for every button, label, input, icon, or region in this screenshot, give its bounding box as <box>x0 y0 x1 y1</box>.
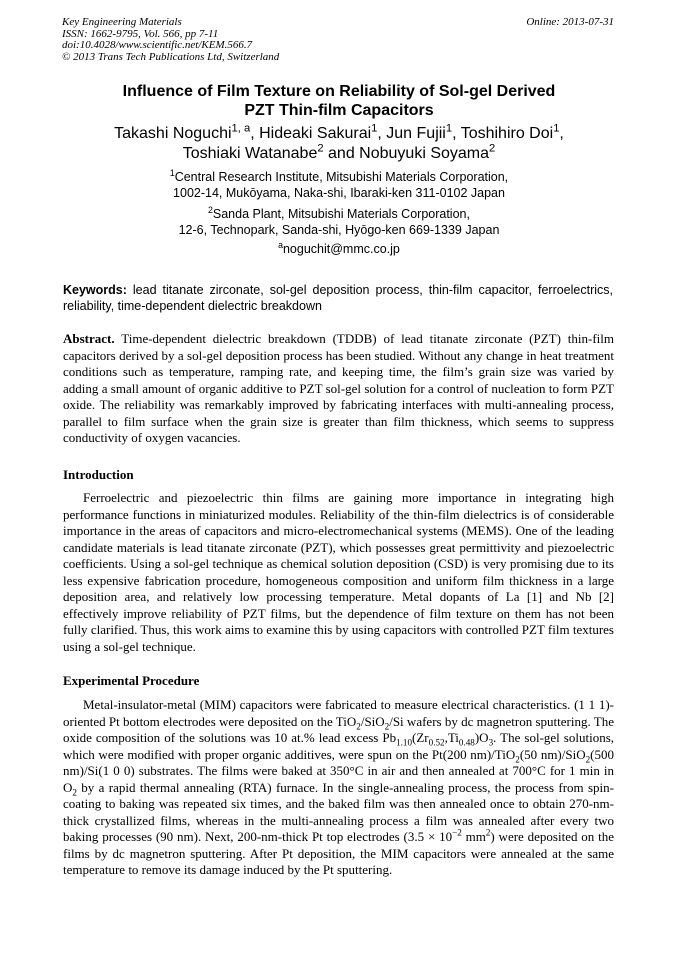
author-sup: 1, a <box>231 122 251 135</box>
affiliation-sup: 2 <box>208 204 213 215</box>
author-name: Toshihiro Doi <box>460 125 554 142</box>
separator: , <box>377 125 387 142</box>
text-run: by a rapid thermal annealing (RTA) furnace. In the single-annealing process, the process from spin-coating to baking was repeated six times, and the baked film was then annealed once to obtain 270-nm-thick crystallized films, whereas in the multi-annealing process a film was annealed after every two baking processes (90 nm). Next, 200-nm-thick Pt top electrodes (3.5 × 10 <box>63 779 614 844</box>
author-sup: 1 <box>371 122 378 135</box>
journal-header <box>62 17 279 63</box>
introduction-heading: Introduction <box>63 467 134 482</box>
affiliation-text: Central Research Institute, Mitsubishi Materials Corporation, <box>174 170 509 184</box>
title-line-1: Influence of Film Texture on Reliability of Sol-gel Derived <box>122 83 556 100</box>
subscript: 3 <box>488 737 494 748</box>
affiliation-address: 12-6, Technopark, Sanda-shi, Hyōgo-ken 669-1339 Japan <box>178 223 500 237</box>
subscript: 2 <box>72 787 77 798</box>
author-name: Toshiaki Watanabe <box>182 145 318 162</box>
copyright: © 2013 Trans Tech Publications Ltd, Switzerland <box>62 50 280 63</box>
affiliation-text: Sanda Plant, Mitsubishi Materials Corporation, <box>212 207 470 221</box>
author-sup: 2 <box>489 142 496 155</box>
separator: , <box>250 125 260 142</box>
corresponding-email <box>0 241 678 257</box>
subscript: 2 <box>585 754 591 765</box>
affiliation-line <box>0 206 678 222</box>
experimental-paragraph <box>63 697 614 879</box>
text-run: mm <box>461 829 486 844</box>
title-line-2: PZT Thin-film Capacitors <box>244 102 434 119</box>
email-sup: a <box>278 239 283 250</box>
author-name: Takashi Noguchi <box>114 125 232 142</box>
author-line-1: Takashi Noguchi$^{1, a}$, Hideaki Sakurai$^1$, Jun Fujii$^1$, Toshihiro Doi$^1$, <box>114 122 564 142</box>
paper-title <box>0 82 678 120</box>
abstract <box>63 331 614 447</box>
abstract-label: Abstract. <box>63 331 115 346</box>
author-list <box>0 124 678 164</box>
author-sup: 2 <box>317 142 324 155</box>
keywords <box>63 283 613 314</box>
affiliation-line <box>0 169 678 185</box>
keywords-text: lead titanate zirconate, sol-gel deposition process, thin-film capacitor, ferroelectrics, reliability, time-dependent dielectric breakdown <box>63 283 613 313</box>
abstract-text: Time-dependent dielectric breakdown (TDDB) of lead titanate zirconate (PZT) thin-film capacitors derived by a sol-gel deposition process has been studied. Without any change in heat treatment conditions such as temperature, ramping rate, and keeping time, the film’s grain size was varied by adding a small amount of organic additive to PZT sol-gel solution for a control of nucleation to form PZT oxide. The reliability was remarkably improved by fabricating interfaces with multi-annealing process, parallel to film surface when the grain size is greater than film thickness, which seems to suppress conductivity of oxygen vacancies. <box>63 331 614 445</box>
affiliation-sup: 1 <box>169 167 175 178</box>
text-run: . The sol-gel solutions, which were modified with proper organic additives, were spun on the Pt(200 nm)/TiO <box>63 730 615 762</box>
text-run: ) were deposited on the films by dc magnetron sputtering. After Pt deposition, the MIM capacitors were annealed at the same temperature to remove its damage induced by the Pt sputtering. <box>63 829 614 877</box>
text-run: (Zr <box>412 730 429 745</box>
keywords-label: Keywords: <box>63 283 127 297</box>
online-date: Online: 2013-07-31 <box>526 16 614 28</box>
doi: doi:10.4028/www.scientific.net/KEM.566.7 <box>62 39 253 51</box>
subscript: 2 <box>356 721 361 732</box>
superscript: 2 <box>485 827 491 838</box>
subscript: 2 <box>384 721 390 732</box>
author-sup: 1 <box>553 122 560 135</box>
text-run: /Si wafers by dc magnetron sputtering. The oxide composition of the solutions was 10 at.% lead excess Pb <box>63 713 614 745</box>
affiliation-1 <box>0 169 678 201</box>
subscript: 0.48 <box>458 737 475 748</box>
author-line-2 <box>0 144 678 164</box>
author-name: Nobuyuki Soyama <box>359 145 490 162</box>
superscript: −2 <box>452 827 462 838</box>
text-run: )O <box>474 730 489 745</box>
author-name: Hideaki Sakurai <box>259 125 372 142</box>
subscript: 0.52 <box>428 737 445 748</box>
author-sup: 1 <box>445 122 453 135</box>
author-name: Jun Fujii <box>386 125 446 142</box>
text-run: (500 nm)/Si(1 0 0) substrates. The films were baked at 350°C in air and then annealed at 700°C for 1 min in O <box>63 746 614 795</box>
subscript: 1.10 <box>396 737 413 748</box>
experimental-heading: Experimental Procedure <box>63 673 200 688</box>
text-run: Metal-insulator-metal (MIM) capacitors were fabricated to measure electrical characteristics. (1 1 1)-oriented Pt bottom electrodes were deposited on the TiO <box>63 697 614 729</box>
subscript: 2 <box>515 754 520 765</box>
affiliation-2 <box>0 206 678 238</box>
text-run: (50 nm)/SiO <box>519 746 586 762</box>
introduction-paragraph: Ferroelectric and piezoelectric thin films are gaining more importance in integrating high performance functions in miniaturized modules. Reliability of the thin-film dielectrics is of considerable importance in the areas of capacitors and micro-electromechanical systems (MEMS). One of the leading candidate materials is lead titanate zirconate (PZT), which possesses great permittivity and piezoelectric coefficients. Using a sol-gel technique as chemical solution deposition (CSD) is very promising due to its less expensive fabrication procedure, homogeneous composition and uniform film thickness in a large deposition area, and relatively low processing temperature. Metal dopants of La [1] and Nb [2] effectively improve reliability of PZT films, but the dependence of film texture on them has not been fully clarified. Thus, this work aims to examine this by using capacitors with controlled PZT film textures using a sol-gel technique. <box>63 490 614 654</box>
affiliation-address: 1002-14, Mukōyama, Naka-shi, Ibaraki-ken 311-0102 Japan <box>173 186 505 200</box>
issn: ISSN: 1662-9795, Vol. 566, pp 7-11 <box>62 27 219 40</box>
text-run: ,Ti <box>444 730 459 745</box>
separator: and <box>323 145 360 162</box>
email-address: noguchit@mmc.co.jp <box>282 242 400 256</box>
text-run: /SiO <box>360 713 385 729</box>
separator: , <box>452 125 461 142</box>
journal-name: Key Engineering Materials <box>62 16 182 28</box>
